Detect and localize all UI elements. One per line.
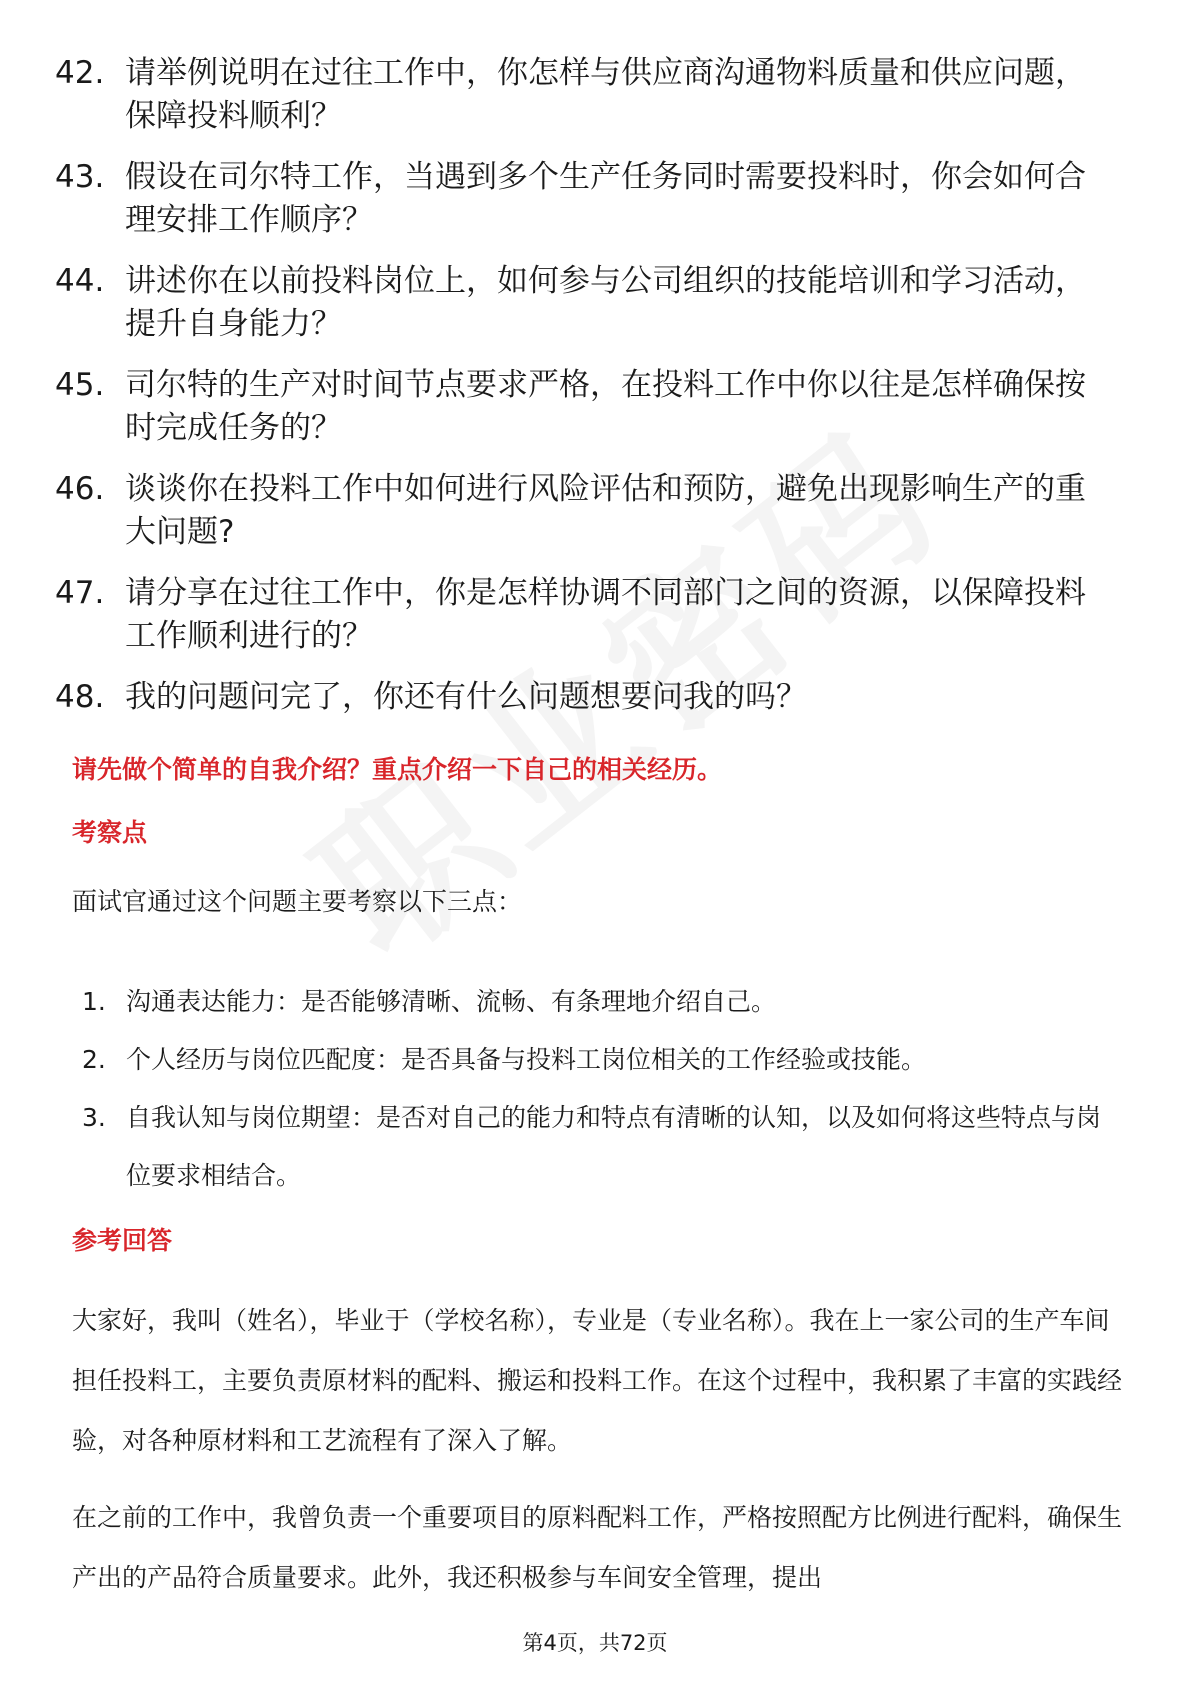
question-text: 请举例说明在过往工作中，你怎样与供应商沟通物料质量和供应问题，保障投料顺利？	[125, 55, 1086, 134]
page-footer: 第4页，共72页	[522, 1631, 668, 1655]
point-text: 沟通表达能力：是否能够清晰、流畅、有条理地介绍自己。	[126, 987, 777, 1016]
question-text: 请分享在过往工作中，你是怎样协调不同部门之间的资源，以保障投料工作顺利进行的？	[125, 575, 1086, 654]
answer-paragraph: 大家好，我叫（姓名），毕业于（学校名称），专业是（专业名称）。我在上一家公司的生产车间担任投料工，主要负责原材料的配料、搬运和投料工作。在这个过程中，我积累了丰富的实践经验，对各种原材料和工艺流程有了深入了解。	[72, 1306, 1123, 1455]
question-number: 44.	[55, 263, 105, 299]
list-item	[82, 1031, 1122, 1089]
point-number: 3.	[82, 1103, 106, 1132]
point-number: 2.	[82, 1045, 106, 1074]
question-number: 48.	[55, 679, 105, 715]
question-item	[55, 52, 1115, 138]
question-item	[55, 260, 1115, 346]
question-text: 假设在司尔特工作，当遇到多个生产任务同时需要投料时，你会如何合理安排工作顺序？	[125, 159, 1086, 238]
featured-question-heading: 请先做个简单的自我介绍？重点介绍一下自己的相关经历。	[72, 755, 723, 784]
kaocha-heading: 考察点	[72, 818, 148, 847]
question-text: 讲述你在以前投料岗位上，如何参与公司组织的技能培训和学习活动，提升自身能力？	[125, 263, 1086, 342]
point-number: 1.	[82, 987, 106, 1016]
question-text: 我的问题问完了，你还有什么问题想要问我的吗？	[125, 679, 807, 715]
question-number: 47.	[55, 575, 105, 611]
question-text: 谈谈你在投料工作中如何进行风险评估和预防，避免出现影响生产的重大问题?	[125, 471, 1086, 550]
question-item	[55, 156, 1115, 242]
question-item	[55, 468, 1115, 554]
question-number: 42.	[55, 55, 105, 91]
question-text: 司尔特的生产对时间节点要求严格，在投料工作中你以往是怎样确保按时完成任务的？	[125, 367, 1086, 446]
answer-paragraph: 在之前的工作中，我曾负责一个重要项目的原料配料工作，严格按照配方比例进行配料，确保生产出的产品符合质量要求。此外，我还积极参与车间安全管理，提出	[72, 1503, 1123, 1592]
question-list	[55, 52, 1115, 737]
point-text: 自我认知与岗位期望：是否对自己的能力和特点有清晰的认知，以及如何将这些特点与岗位要求相结合。	[126, 1103, 1102, 1190]
list-item	[82, 1089, 1122, 1205]
list-item	[82, 973, 1122, 1031]
point-text: 个人经历与岗位匹配度：是否具备与投料工岗位相关的工作经验或技能。	[126, 1045, 927, 1074]
question-item	[55, 364, 1115, 450]
question-number: 46.	[55, 471, 105, 507]
question-item	[55, 676, 1115, 719]
question-number: 45.	[55, 367, 105, 403]
kaocha-point-list	[82, 973, 1122, 1205]
question-item	[55, 572, 1115, 658]
question-number: 43.	[55, 159, 105, 195]
kaocha-intro: 面试官通过这个问题主要考察以下三点：	[72, 887, 523, 916]
answer-heading: 参考回答	[72, 1226, 173, 1255]
